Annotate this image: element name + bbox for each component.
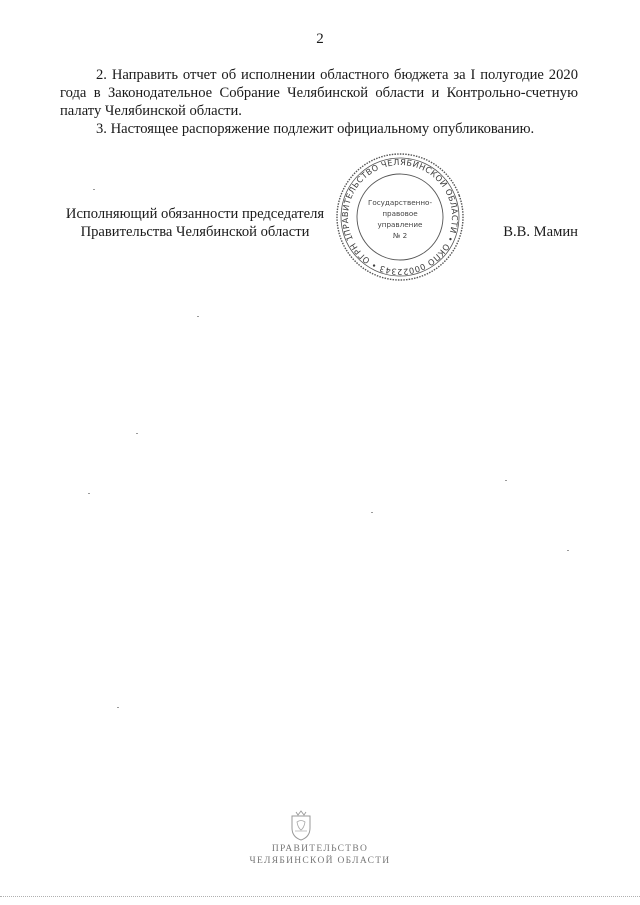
seal-ring-text: ПРАВИТЕЛЬСТВО ЧЕЛЯБИНСКОЙ ОБЛАСТИ • ОКПО 00022343 • ОГРН 1027403882210 [339,156,461,278]
signatory-name: В.В. Мамин [503,224,578,240]
footer-letterhead [0,843,640,867]
seal-center-line2: правовое [382,209,418,218]
official-seal-stamp [325,150,475,285]
signature-block [60,198,578,248]
paragraph-item-3: 3. Настоящее распоряжение подлежит официальному опубликованию. [96,121,535,137]
document-body [60,66,578,138]
signatory-title-line2: Правительства Челябинской области [80,224,310,240]
signatory-title [60,205,330,241]
seal-center-line1: Государственно- [367,198,433,207]
footer-line2: ЧЕЛЯБИНСКОЙ ОБЛАСТИ [249,856,391,866]
signatory-title-line1: Исполняющий обязанности председателя [65,206,325,222]
page-bottom-edge [0,896,640,898]
seal-center-line4: № 2 [392,231,408,240]
seal-center-line3: управление [377,220,423,229]
paragraph-item-2: 2. Направить отчет об исполнении областного бюджета за I полугодие 2020 года в Законодательное Собрание Челябинской области и Контрольно-счетную палату Челябинской области. [60,67,578,119]
coat-of-arms-icon [288,810,314,842]
footer-line1: ПРАВИТЕЛЬСТВО [271,844,369,854]
page-number: 2 [316,31,324,47]
